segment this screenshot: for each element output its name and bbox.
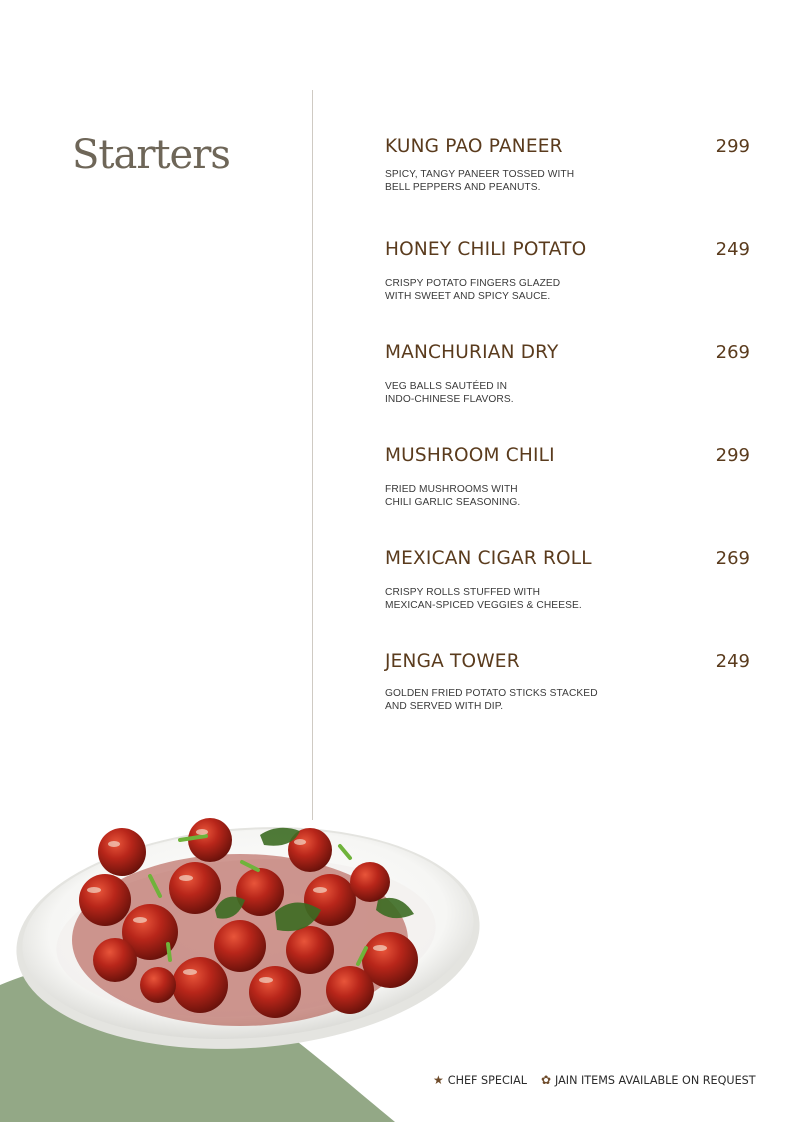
- item-description: [385, 277, 645, 303]
- item-description-line: WITH SWEET AND SPICY SAUCE.: [385, 291, 551, 302]
- menu-item-manchurian-dry: [385, 342, 750, 432]
- menu-item-honey-chili-potato: [385, 239, 750, 329]
- item-description: [385, 687, 645, 713]
- column-divider: [312, 90, 313, 820]
- section-title: Starters: [72, 132, 230, 178]
- item-description-line: SPICY, TANGY PANEER TOSSED WITH: [385, 169, 575, 180]
- item-price: 269: [715, 342, 750, 363]
- item-price: 299: [715, 136, 750, 157]
- item-description-line: BELL PEPPERS AND PEANUTS.: [385, 182, 541, 193]
- item-name: KUNG PAO PANEER: [385, 136, 563, 157]
- manchurian-dish-photo: [10, 800, 480, 1060]
- item-description-line: CRISPY ROLLS STUFFED WITH: [385, 587, 541, 598]
- item-price: 249: [715, 651, 750, 672]
- item-name: MANCHURIAN DRY: [385, 342, 559, 363]
- item-description-line: CRISPY POTATO FINGERS GLAZED: [385, 278, 561, 289]
- chef-special-label: CHEF SPECIAL: [447, 1073, 527, 1087]
- star-icon: ★: [433, 1073, 444, 1087]
- menu-item-mushroom-chili: [385, 445, 750, 535]
- flower-icon: ✿: [540, 1073, 552, 1087]
- item-name: JENGA TOWER: [385, 651, 520, 672]
- item-description: [385, 483, 645, 509]
- jain-note-label: JAIN ITEMS AVAILABLE ON REQUEST: [555, 1073, 756, 1087]
- item-name: MEXICAN CIGAR ROLL: [385, 548, 592, 569]
- menu-item-kung-pao-paneer: [385, 136, 750, 226]
- item-description-line: VEG BALLS SAUTÉED IN: [385, 381, 508, 392]
- item-price: 269: [715, 548, 750, 569]
- item-description-line: AND SERVED WITH DIP.: [385, 701, 504, 712]
- item-name: HONEY CHILI POTATO: [385, 239, 587, 260]
- item-price: 249: [715, 239, 750, 260]
- item-description: [385, 380, 645, 406]
- item-description: [385, 168, 645, 194]
- item-description-line: INDO-CHINESE FLAVORS.: [385, 394, 514, 405]
- item-description-line: GOLDEN FRIED POTATO STICKS STACKED: [385, 688, 598, 699]
- menu-item-mexican-cigar-roll: [385, 548, 750, 638]
- item-description: [385, 586, 645, 612]
- item-description-line: CHILI GARLIC SEASONING.: [385, 497, 521, 508]
- item-description-line: MEXICAN-SPICED VEGGIES & CHEESE.: [385, 600, 582, 611]
- item-description-line: FRIED MUSHROOMS WITH: [385, 484, 518, 495]
- footer-note: [433, 1073, 756, 1087]
- menu-item-jenga-tower: [385, 651, 750, 741]
- item-name: MUSHROOM CHILI: [385, 445, 555, 466]
- item-price: 299: [715, 445, 750, 466]
